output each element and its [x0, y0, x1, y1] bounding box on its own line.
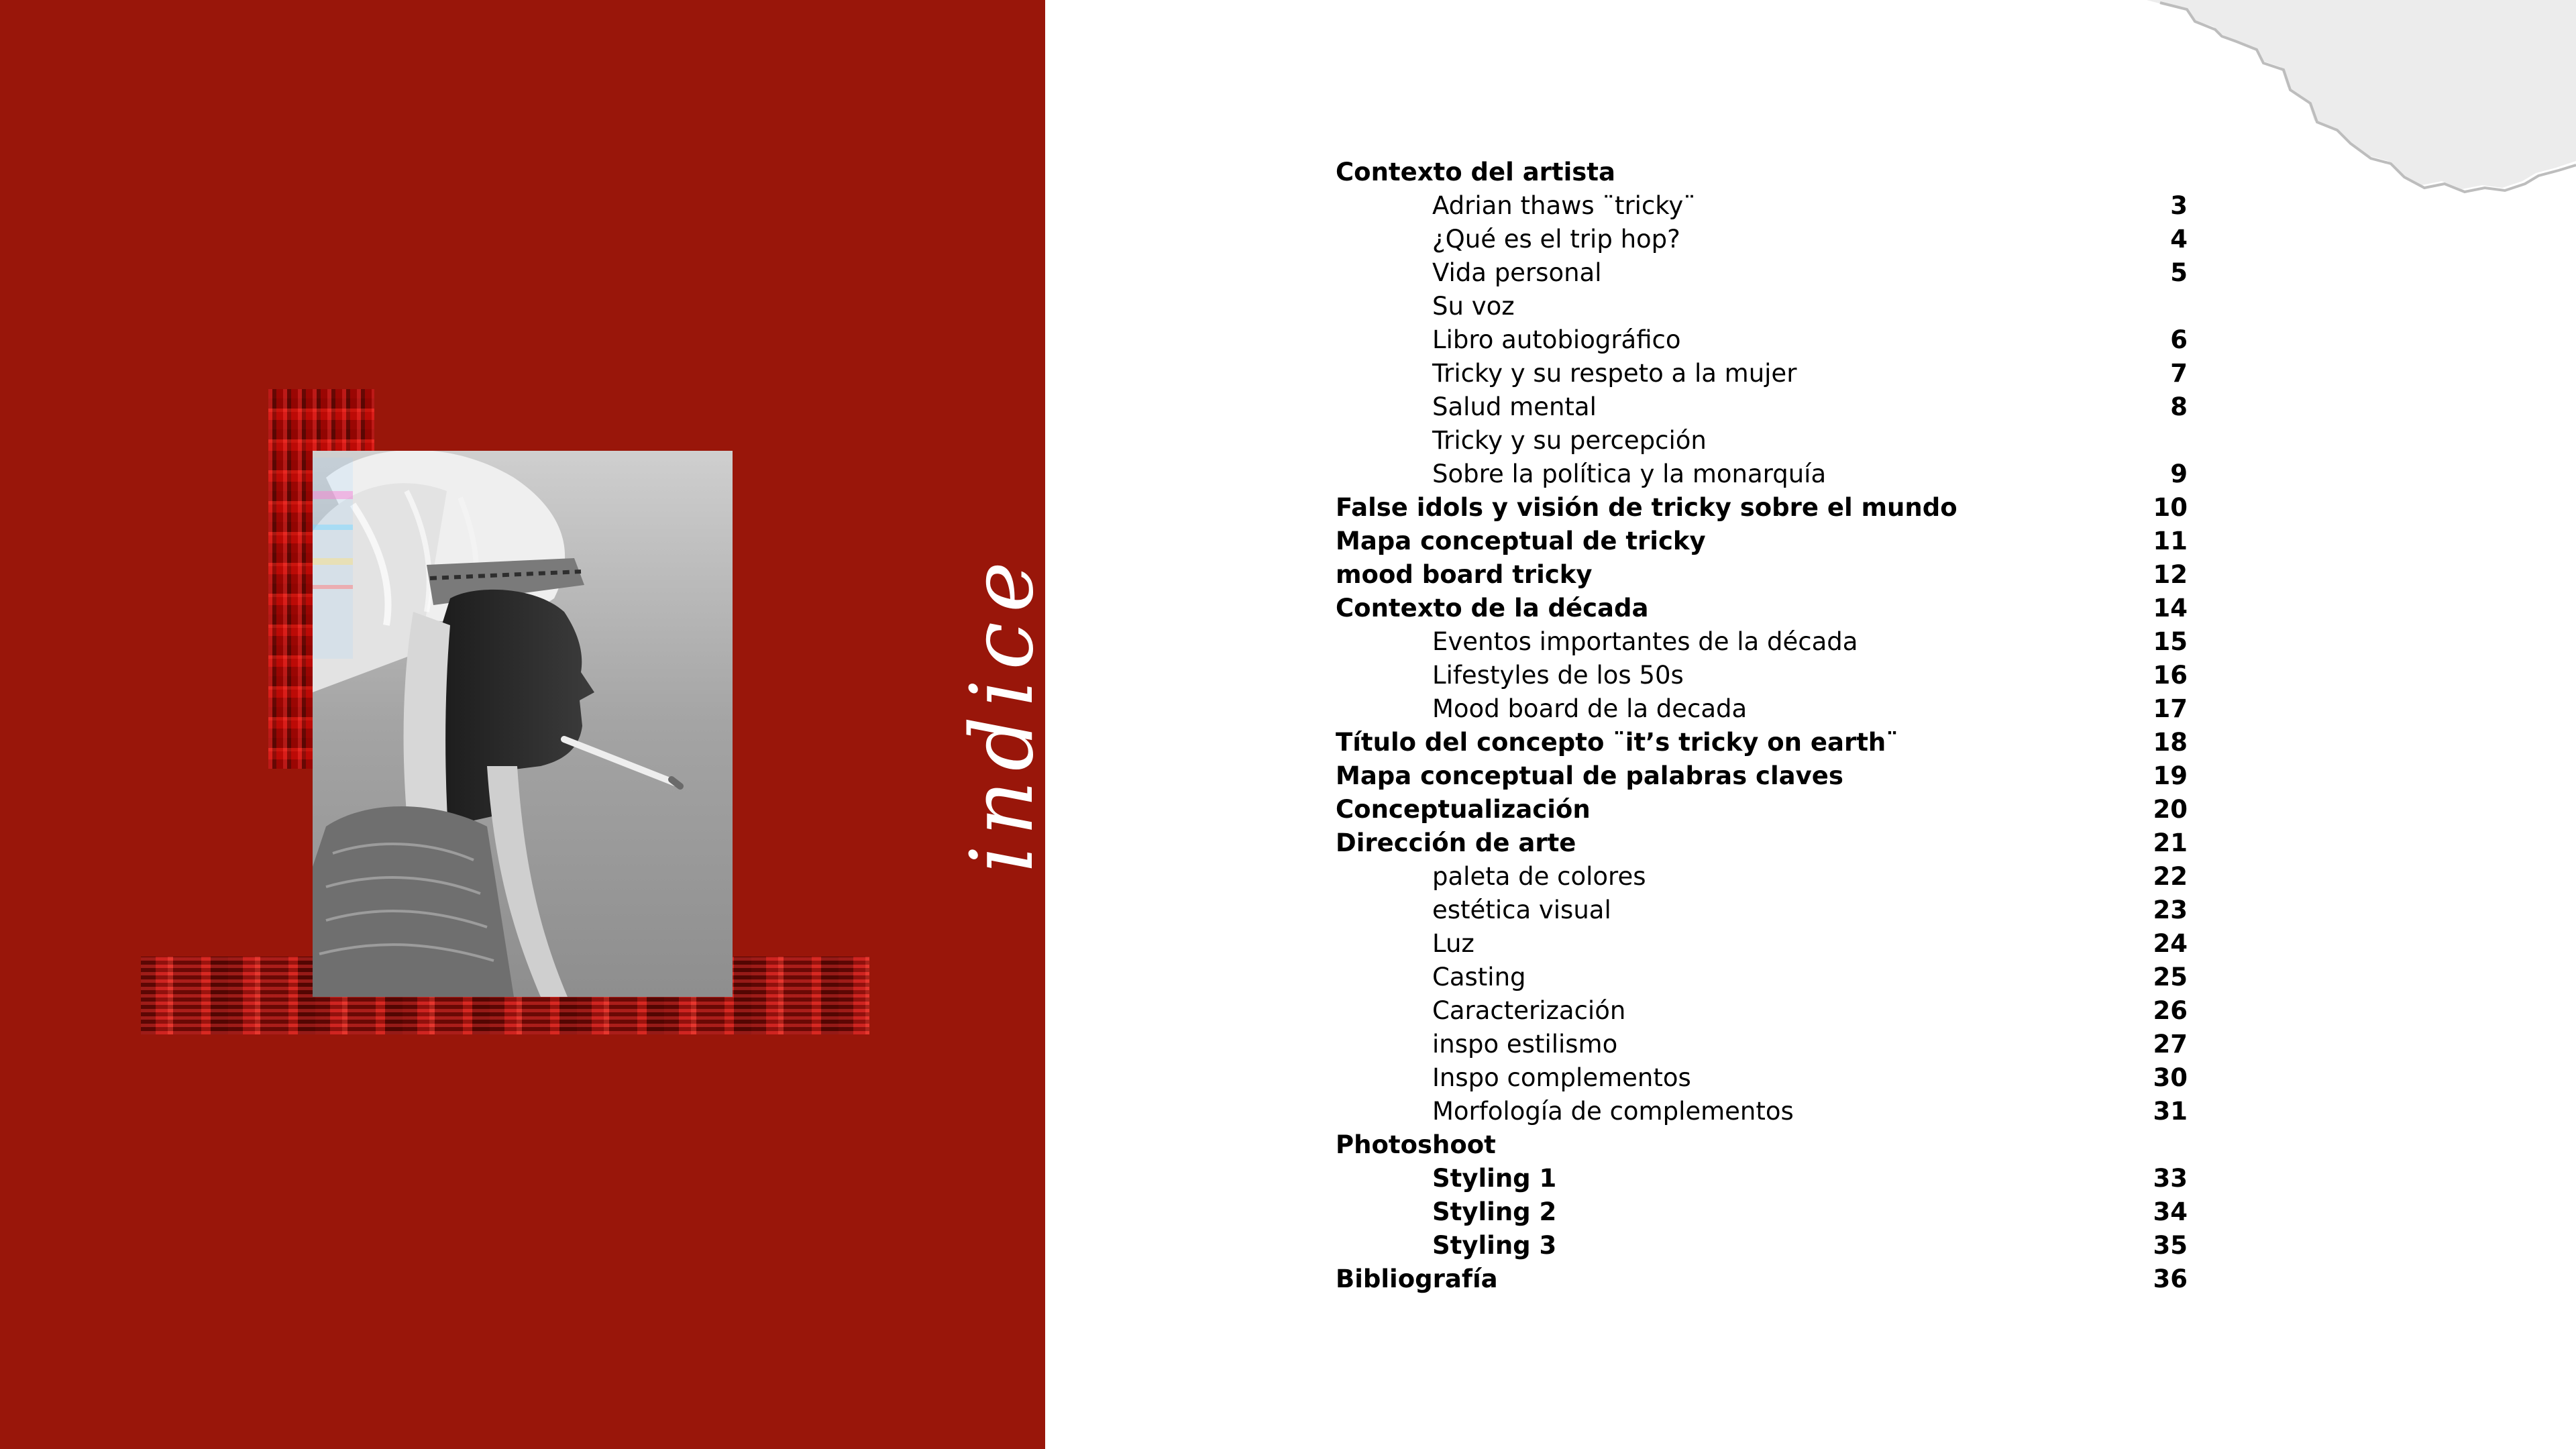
toc-row[interactable]: [1336, 256, 2188, 290]
torn-paper-decoration: [2147, 0, 2576, 201]
toc-row[interactable]: [1336, 1028, 2188, 1061]
toc-label: Mapa conceptual de palabras claves: [1336, 761, 1843, 790]
toc-page-number: 22: [2153, 862, 2188, 891]
toc-row[interactable]: [1336, 692, 2188, 726]
toc-label: Caracterización: [1432, 996, 1626, 1025]
toc-row[interactable]: [1336, 625, 2188, 659]
toc-label: Tricky y su percepción: [1432, 426, 1707, 455]
toc-page-number: 9: [2170, 460, 2188, 488]
toc-label: Tricky y su respeto a la mujer: [1432, 359, 1797, 388]
toc-label: Luz: [1432, 929, 1474, 958]
toc-page-number: 11: [2153, 527, 2188, 555]
toc-label: Morfología de complementos: [1432, 1097, 1794, 1126]
toc-page-number: 30: [2153, 1063, 2188, 1092]
toc-page-number: 19: [2153, 761, 2188, 790]
toc-row[interactable]: [1336, 826, 2188, 860]
portrait-photo-illustration: [313, 451, 733, 997]
toc-label: Mood board de la decada: [1432, 694, 1748, 723]
toc-label: Contexto del artista: [1336, 158, 1615, 186]
toc-page-number: 14: [2153, 594, 2188, 623]
toc-label: Su voz: [1432, 292, 1515, 321]
toc-page-number: 34: [2153, 1197, 2188, 1226]
toc-page-number: 33: [2153, 1164, 2188, 1193]
toc-label: ¿Qué es el trip hop?: [1432, 225, 1680, 254]
toc-row[interactable]: [1336, 323, 2188, 357]
toc-row[interactable]: [1336, 659, 2188, 692]
toc-label: Inspo complementos: [1432, 1063, 1691, 1092]
page-title: indice: [953, 552, 1053, 873]
toc-row[interactable]: [1336, 1162, 2188, 1195]
toc-label: Contexto de la década: [1336, 594, 1649, 623]
toc-label: Styling 3: [1432, 1231, 1557, 1260]
toc-page-number: 27: [2153, 1030, 2188, 1059]
toc-label: Lifestyles de los 50s: [1432, 661, 1684, 690]
toc-row[interactable]: [1336, 156, 2188, 189]
toc-row[interactable]: [1336, 759, 2188, 793]
toc-page-number: 4: [2170, 225, 2188, 254]
toc-row[interactable]: [1336, 793, 2188, 826]
toc-label: False idols y visión de tricky sobre el mundo: [1336, 493, 1957, 522]
toc-page-number: 7: [2170, 359, 2188, 388]
toc-row[interactable]: [1336, 1229, 2188, 1263]
toc-page-number: 24: [2153, 929, 2188, 958]
toc-row[interactable]: [1336, 592, 2188, 625]
toc-label: estética visual: [1432, 896, 1611, 924]
toc-row[interactable]: [1336, 1195, 2188, 1229]
toc-row[interactable]: [1336, 558, 2188, 592]
toc-label: Sobre la política y la monarquía: [1432, 460, 1827, 488]
toc-label: inspo estilismo: [1432, 1030, 1618, 1059]
toc-row[interactable]: [1336, 1263, 2188, 1296]
toc-label: Libro autobiográfico: [1432, 325, 1681, 354]
toc-row[interactable]: [1336, 860, 2188, 894]
toc-row[interactable]: [1336, 994, 2188, 1028]
toc-row[interactable]: [1336, 1128, 2188, 1162]
toc-page-number: 10: [2153, 493, 2188, 522]
toc-page-number: 36: [2153, 1265, 2188, 1293]
toc-page-number: 3: [2170, 191, 2188, 220]
toc-row[interactable]: [1336, 458, 2188, 491]
toc-page-number: 16: [2153, 661, 2188, 690]
toc-row[interactable]: [1336, 290, 2188, 323]
toc-row[interactable]: [1336, 961, 2188, 994]
toc-row[interactable]: [1336, 726, 2188, 759]
toc-label: Bibliografía: [1336, 1265, 1498, 1293]
toc-row[interactable]: [1336, 1095, 2188, 1128]
toc-label: Photoshoot: [1336, 1130, 1496, 1159]
toc-page-number: 21: [2153, 828, 2188, 857]
toc-row[interactable]: [1336, 927, 2188, 961]
toc-label: mood board tricky: [1336, 560, 1593, 589]
toc-page-number: 20: [2153, 795, 2188, 824]
toc-page-number: 17: [2153, 694, 2188, 723]
toc-page-number: 15: [2153, 627, 2188, 656]
toc-label: Vida personal: [1432, 258, 1602, 287]
toc-row[interactable]: [1336, 223, 2188, 256]
toc-label: Casting: [1432, 963, 1526, 991]
toc-label: Salud mental: [1432, 392, 1597, 421]
toc-page-number: 5: [2170, 258, 2188, 287]
toc-page-number: 12: [2153, 560, 2188, 589]
toc-label: Styling 1: [1432, 1164, 1557, 1193]
toc-label: Título del concepto ¨it’s tricky on earth¨: [1336, 728, 1898, 757]
toc-row[interactable]: [1336, 189, 2188, 223]
toc-row[interactable]: [1336, 894, 2188, 927]
toc-label: Conceptualización: [1336, 795, 1591, 824]
toc-row[interactable]: [1336, 491, 2188, 525]
toc-row[interactable]: [1336, 1061, 2188, 1095]
toc-page-number: 31: [2153, 1097, 2188, 1126]
toc-row[interactable]: [1336, 357, 2188, 390]
toc-page-number: 18: [2153, 728, 2188, 757]
portrait-photo: [313, 451, 733, 997]
toc-row[interactable]: [1336, 424, 2188, 458]
toc-page-number: 25: [2153, 963, 2188, 991]
toc-label: Styling 2: [1432, 1197, 1557, 1226]
toc-label: Mapa conceptual de tricky: [1336, 527, 1706, 555]
toc-row[interactable]: [1336, 390, 2188, 424]
toc-label: Dirección de arte: [1336, 828, 1576, 857]
toc-page-number: 35: [2153, 1231, 2188, 1260]
toc-label: Eventos importantes de la década: [1432, 627, 1858, 656]
toc-page-number: 26: [2153, 996, 2188, 1025]
toc-page-number: 8: [2170, 392, 2188, 421]
toc-row[interactable]: [1336, 525, 2188, 558]
toc-page-number: 6: [2170, 325, 2188, 354]
table-of-contents: [1336, 156, 2188, 1296]
toc-label: paleta de colores: [1432, 862, 1646, 891]
toc-label: Adrian thaws ¨tricky¨: [1432, 191, 1696, 220]
toc-page-number: 23: [2153, 896, 2188, 924]
